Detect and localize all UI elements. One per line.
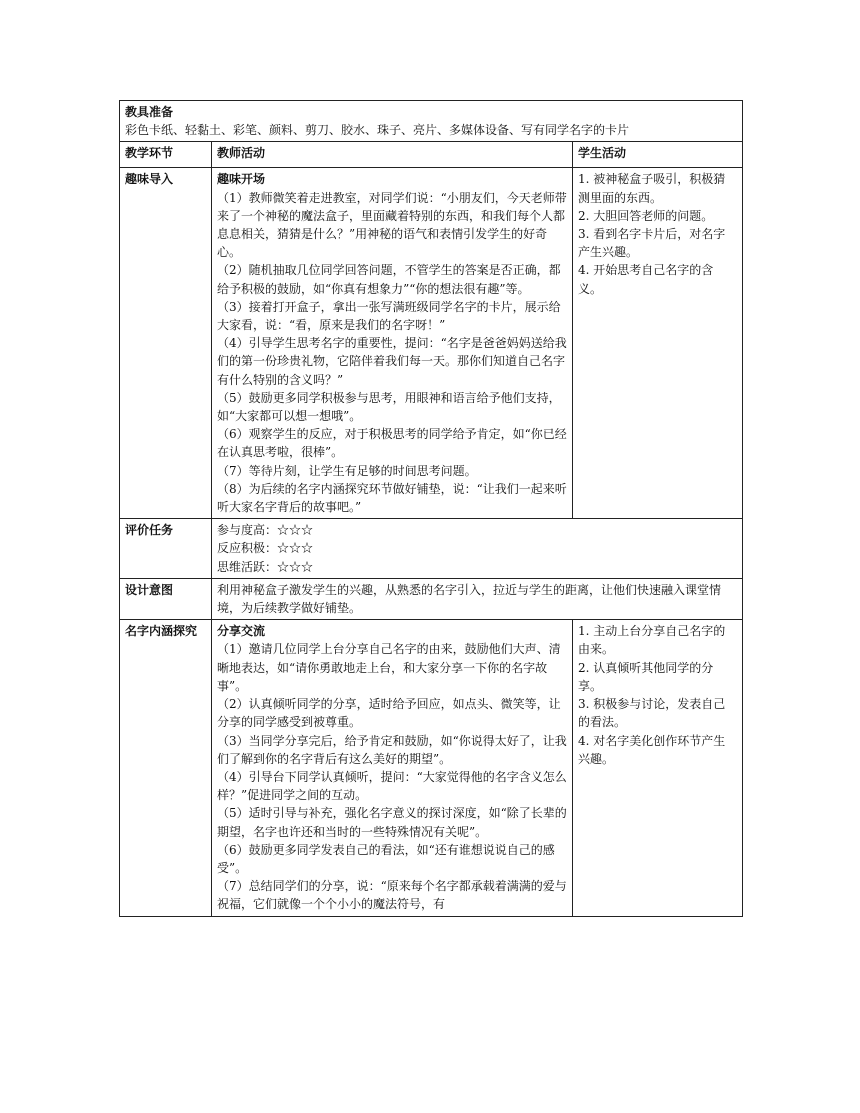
evaluation-line: 反应积极：☆☆☆ xyxy=(217,541,314,556)
explore-teacher-step: （3）当同学分享完后，给予肯定和鼓励，如“你说得太好了，让我们了解到你的名字背后有这么美好的期望”。 xyxy=(217,733,567,766)
design-text: 利用神秘盒子激发学生的兴趣，从熟悉的名字引入，拉近与学生的距离，让他们快速融入课堂情境，为后续教学做好铺垫。 xyxy=(212,578,743,619)
explore-student-item: 2. 认真倾听其他同学的分享。 xyxy=(578,660,714,693)
explore-teacher-cell xyxy=(212,620,573,916)
design-stage: 设计意图 xyxy=(120,578,212,619)
explore-subtitle: 分享交流 xyxy=(217,624,266,639)
intro-teacher-step: （2）随机抽取几位同学回答问题，不管学生的答案是否正确，都给予积极的鼓励，如“你真有想象力”“你的想法很有趣”等。 xyxy=(217,263,561,296)
design-row xyxy=(120,578,743,619)
explore-teacher-step: （2）认真倾听同学的分享，适时给予回应，如点头、微笑等，让分享的同学感受到被尊重。 xyxy=(217,697,561,730)
intro-student-item: 4. 开始思考自己名字的含义。 xyxy=(578,263,714,296)
explore-student-item: 4. 对名字美化创作环节产生兴趣。 xyxy=(578,733,726,766)
evaluation-line: 参与度高：☆☆☆ xyxy=(217,523,314,538)
intro-student-item: 3. 看到名字卡片后，对名字产生兴趣。 xyxy=(578,227,726,260)
evaluation-stage: 评价任务 xyxy=(120,519,212,579)
header-row xyxy=(120,142,743,168)
explore-row xyxy=(120,620,743,916)
equipment-cell xyxy=(120,101,743,142)
intro-stage: 趣味导入 xyxy=(120,168,212,519)
explore-teacher-step: （5）适时引导与补充，强化名字意义的探讨深度，如“除了长辈的期望，名字也许还和当时的一些特殊情况有关呢”。 xyxy=(217,806,567,839)
header-stage: 教学环节 xyxy=(120,142,212,168)
explore-teacher-step: （6）鼓励更多同学发表自己的看法，如“还有谁想说说自己的感受”。 xyxy=(217,842,555,875)
intro-teacher-step: （4）引导学生思考名字的重要性，提问：“名字是爸爸妈妈送给我们的第一份珍贵礼物，它陪伴着我们每一天。那你们知道自己名字有什么特别的含义吗？” xyxy=(217,336,567,387)
evaluation-line: 思维活跃：☆☆☆ xyxy=(217,559,314,574)
intro-row xyxy=(120,168,743,519)
intro-teacher-step: （5）鼓励更多同学积极参与思考，用眼神和语言给予他们支持，如“大家都可以想一想哦”。 xyxy=(217,390,561,424)
equipment-items: 彩色卡纸、轻黏土、彩笔、颜料、剪刀、胶水、珠子、亮片、多媒体设备、写有同学名字的卡片 xyxy=(125,123,630,138)
intro-teacher-cell xyxy=(212,168,573,519)
explore-teacher-step: （7）总结同学们的分享，说：“原来每个名字都承载着满满的爱与祝福，它们就像一个个小小的魔法符号，有 xyxy=(217,879,567,912)
explore-student-item: 1. 主动上台分享自己名字的由来。 xyxy=(578,624,726,657)
intro-subtitle: 趣味开场 xyxy=(217,172,266,187)
equipment-title: 教具准备 xyxy=(125,105,174,119)
explore-stage: 名字内涵探究 xyxy=(120,620,212,916)
equipment-row xyxy=(120,101,743,142)
header-student: 学生活动 xyxy=(573,142,743,168)
lesson-plan-table xyxy=(119,100,743,917)
explore-student-item: 3. 积极参与讨论，发表自己的看法。 xyxy=(578,697,726,730)
intro-teacher-step: （6）观察学生的反应，对于积极思考的同学给予肯定，如“你已经在认真思考啦，很棒”。 xyxy=(217,427,567,460)
intro-student-item: 1. 被神秘盒子吸引，积极猜测里面的东西。 xyxy=(578,172,726,205)
explore-teacher-step: （1）邀请几位同学上台分享自己名字的由来，鼓励他们大声、清晰地表达，如“请你勇敢地走上台，和大家分享一下你的名字故事”。 xyxy=(217,642,561,693)
intro-teacher-step: （1）教师微笑着走进教室，对同学们说：“小朋友们，今天老师带来了一个神秘的魔法盒子，里面藏着特别的东西，和我们每个人都息息相关，猜猜是什么？”用神秘的语气和表情引发学生的好奇心。 xyxy=(217,190,567,260)
explore-teacher-step: （4）引导台下同学认真倾听，提问：“大家觉得他的名字含义怎么样？”促进同学之间的互动。 xyxy=(217,769,567,803)
intro-student-cell xyxy=(573,168,743,519)
intro-teacher-step: （3）接着打开盒子，拿出一张写满班级同学名字的卡片，展示给大家看，说：“看，原来是我们的名字呀！” xyxy=(217,299,561,333)
evaluation-row xyxy=(120,519,743,579)
intro-teacher-step: （8）为后续的名字内涵探究环节做好铺垫，说：“让我们一起来听听大家名字背后的故事吧。” xyxy=(217,481,567,515)
header-teacher: 教师活动 xyxy=(212,142,573,168)
evaluation-cell xyxy=(212,519,743,579)
intro-teacher-step: （7）等待片刻，让学生有足够的时间思考问题。 xyxy=(217,463,477,478)
intro-student-item: 2. 大胆回答老师的问题。 xyxy=(578,208,714,223)
explore-student-cell xyxy=(573,620,743,916)
